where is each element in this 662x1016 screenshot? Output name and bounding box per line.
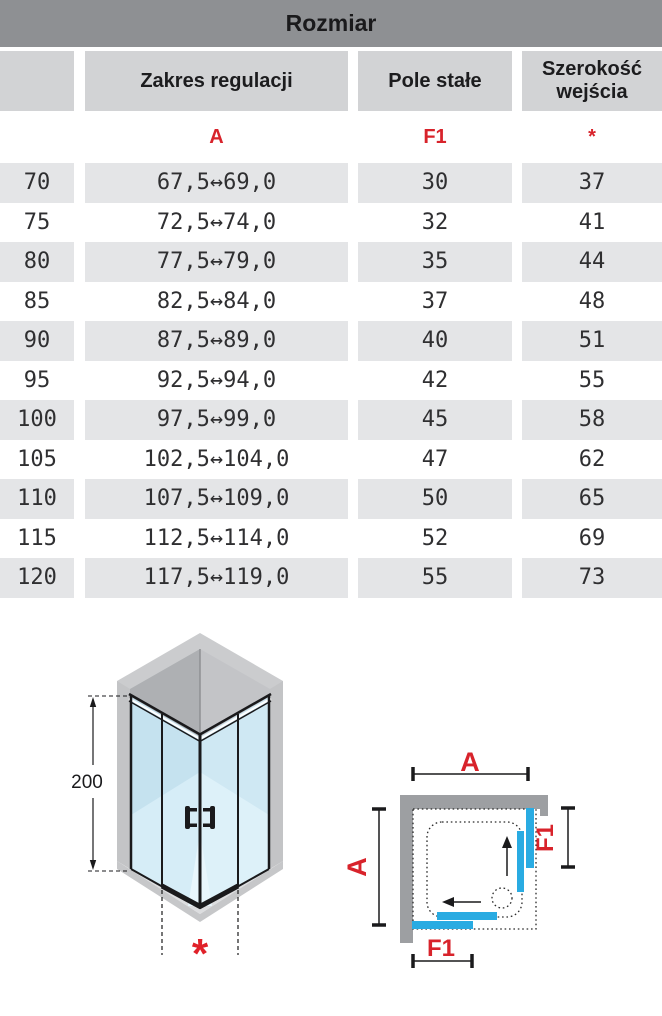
table-row: [0, 282, 662, 322]
table-cell: 32: [421, 209, 449, 235]
table-cell: 100: [0, 400, 74, 440]
header-cell-szerokosc: Szerokość wejścia: [522, 51, 662, 111]
plan-label-top-a: A: [460, 747, 480, 777]
plan-label-left-a: A: [342, 857, 372, 877]
table-cell: 47: [421, 446, 449, 472]
table-cell: 58: [522, 400, 662, 440]
symbol-a: A: [209, 125, 224, 148]
table-cell: 95: [23, 367, 51, 393]
table-cell: 37: [421, 288, 449, 314]
table-cell: 45: [358, 400, 512, 440]
header-cell-pole: Pole stałe: [358, 51, 512, 111]
table-cell: 110: [0, 479, 74, 519]
table-cell: 55: [578, 367, 606, 393]
table-row: [0, 321, 662, 361]
table-cell: 75: [23, 209, 51, 235]
symbol-asterisk: *: [588, 125, 596, 148]
table-cell: 62: [578, 446, 606, 472]
table-cell: 65: [522, 479, 662, 519]
table-body: [0, 163, 662, 598]
plan-label-bottom-f1: F1: [426, 935, 456, 962]
table-title-bar: [0, 0, 662, 47]
table-cell: 50: [358, 479, 512, 519]
table-cell: 112,5↔114,0: [143, 525, 290, 551]
table-header-row: [0, 51, 662, 111]
header-cell-zakres: Zakres regulacji: [85, 51, 348, 111]
table-cell: 42: [421, 367, 449, 393]
table-row: [0, 203, 662, 243]
table-row: [0, 519, 662, 559]
table-cell: 69: [578, 525, 606, 551]
plan-walls: [400, 795, 548, 943]
table-cell: 105: [17, 446, 57, 472]
plan-label-right-f1: F1: [532, 823, 559, 853]
table-cell: 120: [0, 558, 74, 598]
table-cell: 73: [522, 558, 662, 598]
table-cell: 80: [0, 242, 74, 282]
table-row: [0, 242, 662, 282]
shower-3d-diagram: [50, 615, 320, 980]
table-cell: 85: [23, 288, 51, 314]
table-cell: 102,5↔104,0: [143, 446, 290, 472]
shower-plan-diagram: [340, 715, 662, 1005]
table-cell: 70: [0, 163, 74, 203]
table-row: [0, 558, 662, 598]
table-cell: 77,5↔79,0: [85, 242, 348, 282]
table-cell: 107,5↔109,0: [85, 479, 348, 519]
table-cell: 92,5↔94,0: [156, 367, 277, 393]
table-row: [0, 479, 662, 519]
table-cell: 67,5↔69,0: [85, 163, 348, 203]
table-cell: 41: [578, 209, 606, 235]
table-cell: 115: [17, 525, 57, 551]
table-row: [0, 440, 662, 480]
table-cell: 40: [358, 321, 512, 361]
header-cell-empty: [0, 51, 74, 111]
table-cell: 117,5↔119,0: [85, 558, 348, 598]
table-row: [0, 163, 662, 203]
slide-arrows: [442, 836, 512, 907]
drain-circle: [492, 888, 512, 908]
table-cell: 97,5↔99,0: [85, 400, 348, 440]
table-cell: 55: [358, 558, 512, 598]
table-row: [0, 361, 662, 401]
table-cell: 51: [522, 321, 662, 361]
height-label: 200: [71, 772, 103, 793]
table-cell: 82,5↔84,0: [156, 288, 277, 314]
table-cell: 35: [358, 242, 512, 282]
table-cell: 44: [522, 242, 662, 282]
table-row: [0, 400, 662, 440]
table-cell: 87,5↔89,0: [85, 321, 348, 361]
table-cell: 48: [578, 288, 606, 314]
asterisk-symbol: *: [191, 930, 209, 977]
table-cell: 90: [0, 321, 74, 361]
table-cell: 30: [358, 163, 512, 203]
symbol-cell-empty: [0, 111, 74, 163]
table-symbol-row: [0, 111, 662, 163]
table-cell: 72,5↔74,0: [156, 209, 277, 235]
table-cell: 37: [522, 163, 662, 203]
table-cell: 52: [421, 525, 449, 551]
table-title: Rozmiar: [285, 10, 377, 36]
symbol-f1: F1: [423, 125, 447, 148]
